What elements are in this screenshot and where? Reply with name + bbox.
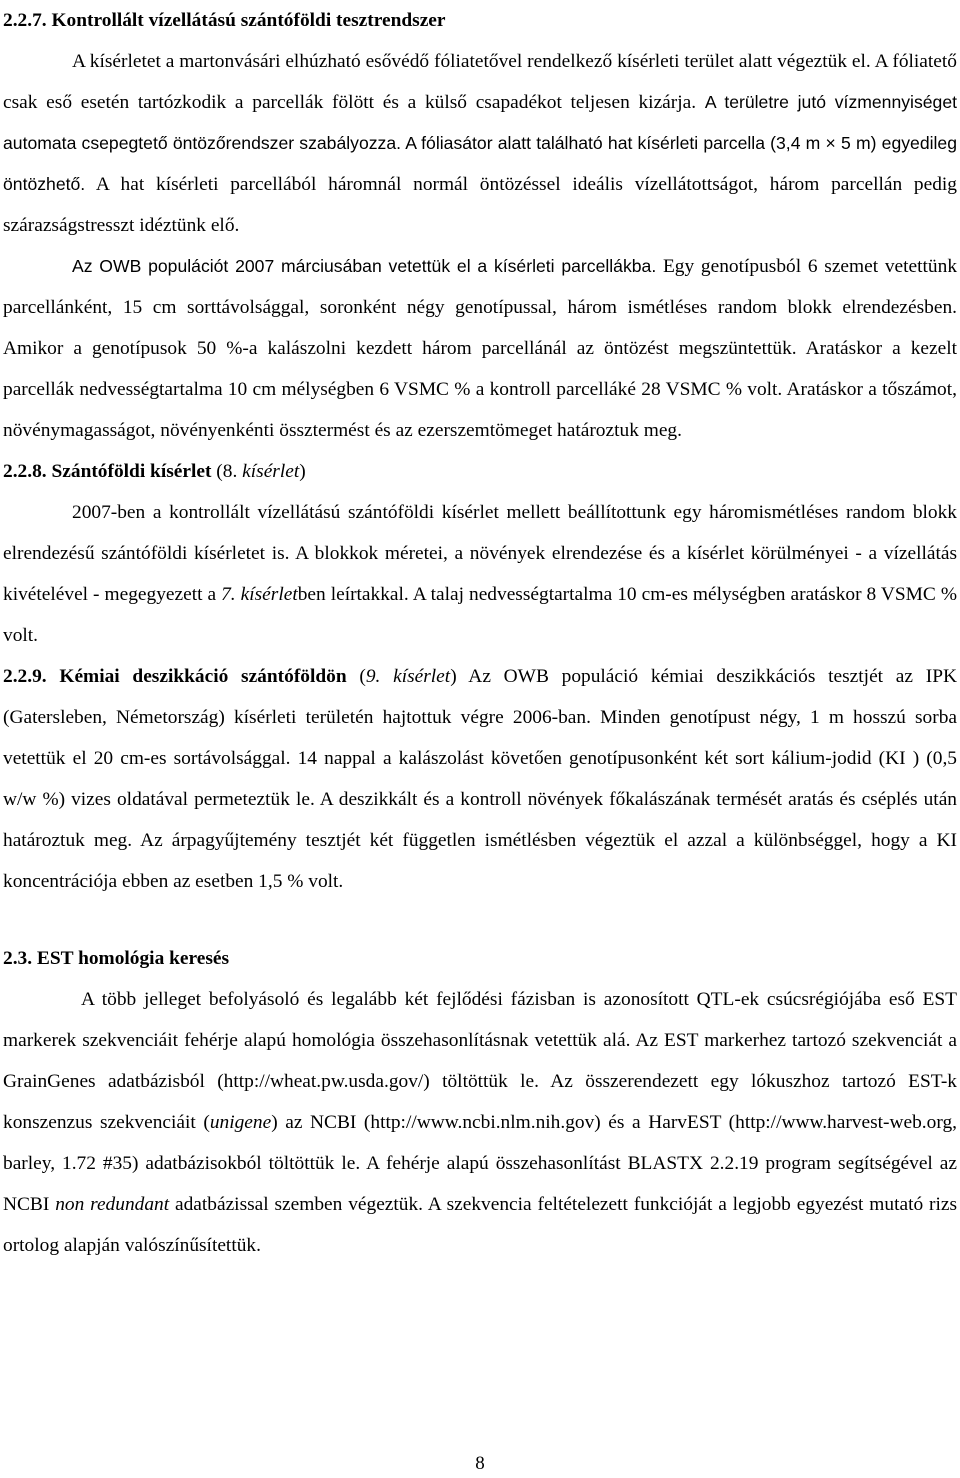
- section-heading-23: 2.3. EST homológia keresés: [3, 948, 230, 969]
- paragraph-228-1: 2007-ben a kontrollált vízellátású szántóföldi kísérlet mellett beállítottunk egy háromismétléses random blokk elrendezésű szántóföldi kísérletet is. A blokkok méretei, a növények elrendezése és a kísérlet körülményei - a vízellátás kivételével - megegyezett a 7. kísérletben leírtakkal. A talaj nedvességtartalma 10 cm-es mélységben aratáskor 8 VSMC % volt.: [3, 502, 958, 646]
- paragraph-227-1: A kísérletet a martonvásári elhúzható esővédő fóliatetővel rendelkező kísérleti terület alatt végeztük el. A fóliatető csak eső esetén tartózkodik a parcellák fölött és a külső csapadékot teljesen kizárja. A területre jutó vízmennyiséget automata csepegtető öntözőrendszer szabályozza. A fóliasátor alatt található hat kísérleti parcella (3,4 m × 5 m) egyedileg öntözhető. A hat kísérleti parcellából háromnál normál öntözéssel ideális vízellátottságot, három parcellán pedig szárazságstresszt idéztünk elő.: [3, 51, 957, 236]
- paragraph-229-1: 2.2.9. Kémiai deszikkáció szántóföldön (9. kísérlet) Az OWB populáció kémiai deszikkációs tesztjét az IPK (Gatersleben, Németország) kísérleti területén hajtottuk végre 2006-ban. Minden genotípust négy, 1 m hosszú sorba vetettük el 20 cm-es sortávolsággal. 14 nappal a kalászolást követően genotípusonként két sort kálium-jodid (KI ) (0,5 w/w %) vizes oldatával permeteztük le. A deszikkált és a kontroll növények főkalászának termését aratás és cséplés után határoztuk meg. Az árpagyűjtemény tesztjét két független ismétlésben végeztük el azzal a különbséggel, hogy a KI koncentrációja ebben az esetben 1,5 % volt.: [3, 666, 957, 892]
- document-page: [3, 0, 957, 1266]
- section-heading-228: 2.2.8. Szántóföldi kísérlet (8. kísérlet): [3, 461, 306, 482]
- section-heading-227: 2.2.7. Kontrollált vízellátású szántóföldi tesztrendszer: [3, 10, 446, 31]
- paragraph-23-1: A több jelleget befolyásoló és legalább két fejlődési fázisban is azonosított QTL-ek csúcsrégiójába eső EST markerek szekvenciáit fehérje alapú homológia összehasonlításnak vetettük alá. Az EST markerhez tartozó szekvenciát a GrainGenes adatbázisból (http://wheat.pw.usda.gov/) töltöttük le. Az összerendezett egy lókuszhoz tartozó EST-k konszenzus szekvenciáit (unigene) az NCBI (http://www.ncbi.nlm.nih.gov) és a HarvEST (http://www.harvest-web.org, barley, 1.72 #35) adatbázisokból töltöttük le. A fehérje alapú összehasonlítást BLASTX 2.2.19 program segítségével az NCBI non redundant adatbázissal szemben végeztük. A szekvencia feltételezett funkcióját a legjobb egyezést mutató rizs ortolog alapján valószínűsítettük.: [3, 989, 958, 1256]
- paragraph-227-2: Az OWB populációt 2007 márciusában vetettük el a kísérleti parcellákba. Egy genotípusból 6 szemet vetettünk parcellánként, 15 cm sorttávolsággal, soronként négy genotípussal, három ismétléses random blokk elrendezésben. Amikor a genotípusok 50 %-a kalászolni kezdett három parcellánál az öntözést megszüntettük. Aratáskor a kezelt parcellák nedvességtartalma 10 cm mélységben 6 VSMC % a kontroll parcelláké 28 VSMC % volt. Aratáskor a tőszámot, növénymagasságot, növényenkénti össztermést és az ezerszemtömeget határoztuk meg.: [3, 256, 958, 441]
- section-heading-229: 2.2.9. Kémiai deszikkáció szántóföldön: [3, 666, 347, 687]
- page-number: 8: [475, 1453, 485, 1474]
